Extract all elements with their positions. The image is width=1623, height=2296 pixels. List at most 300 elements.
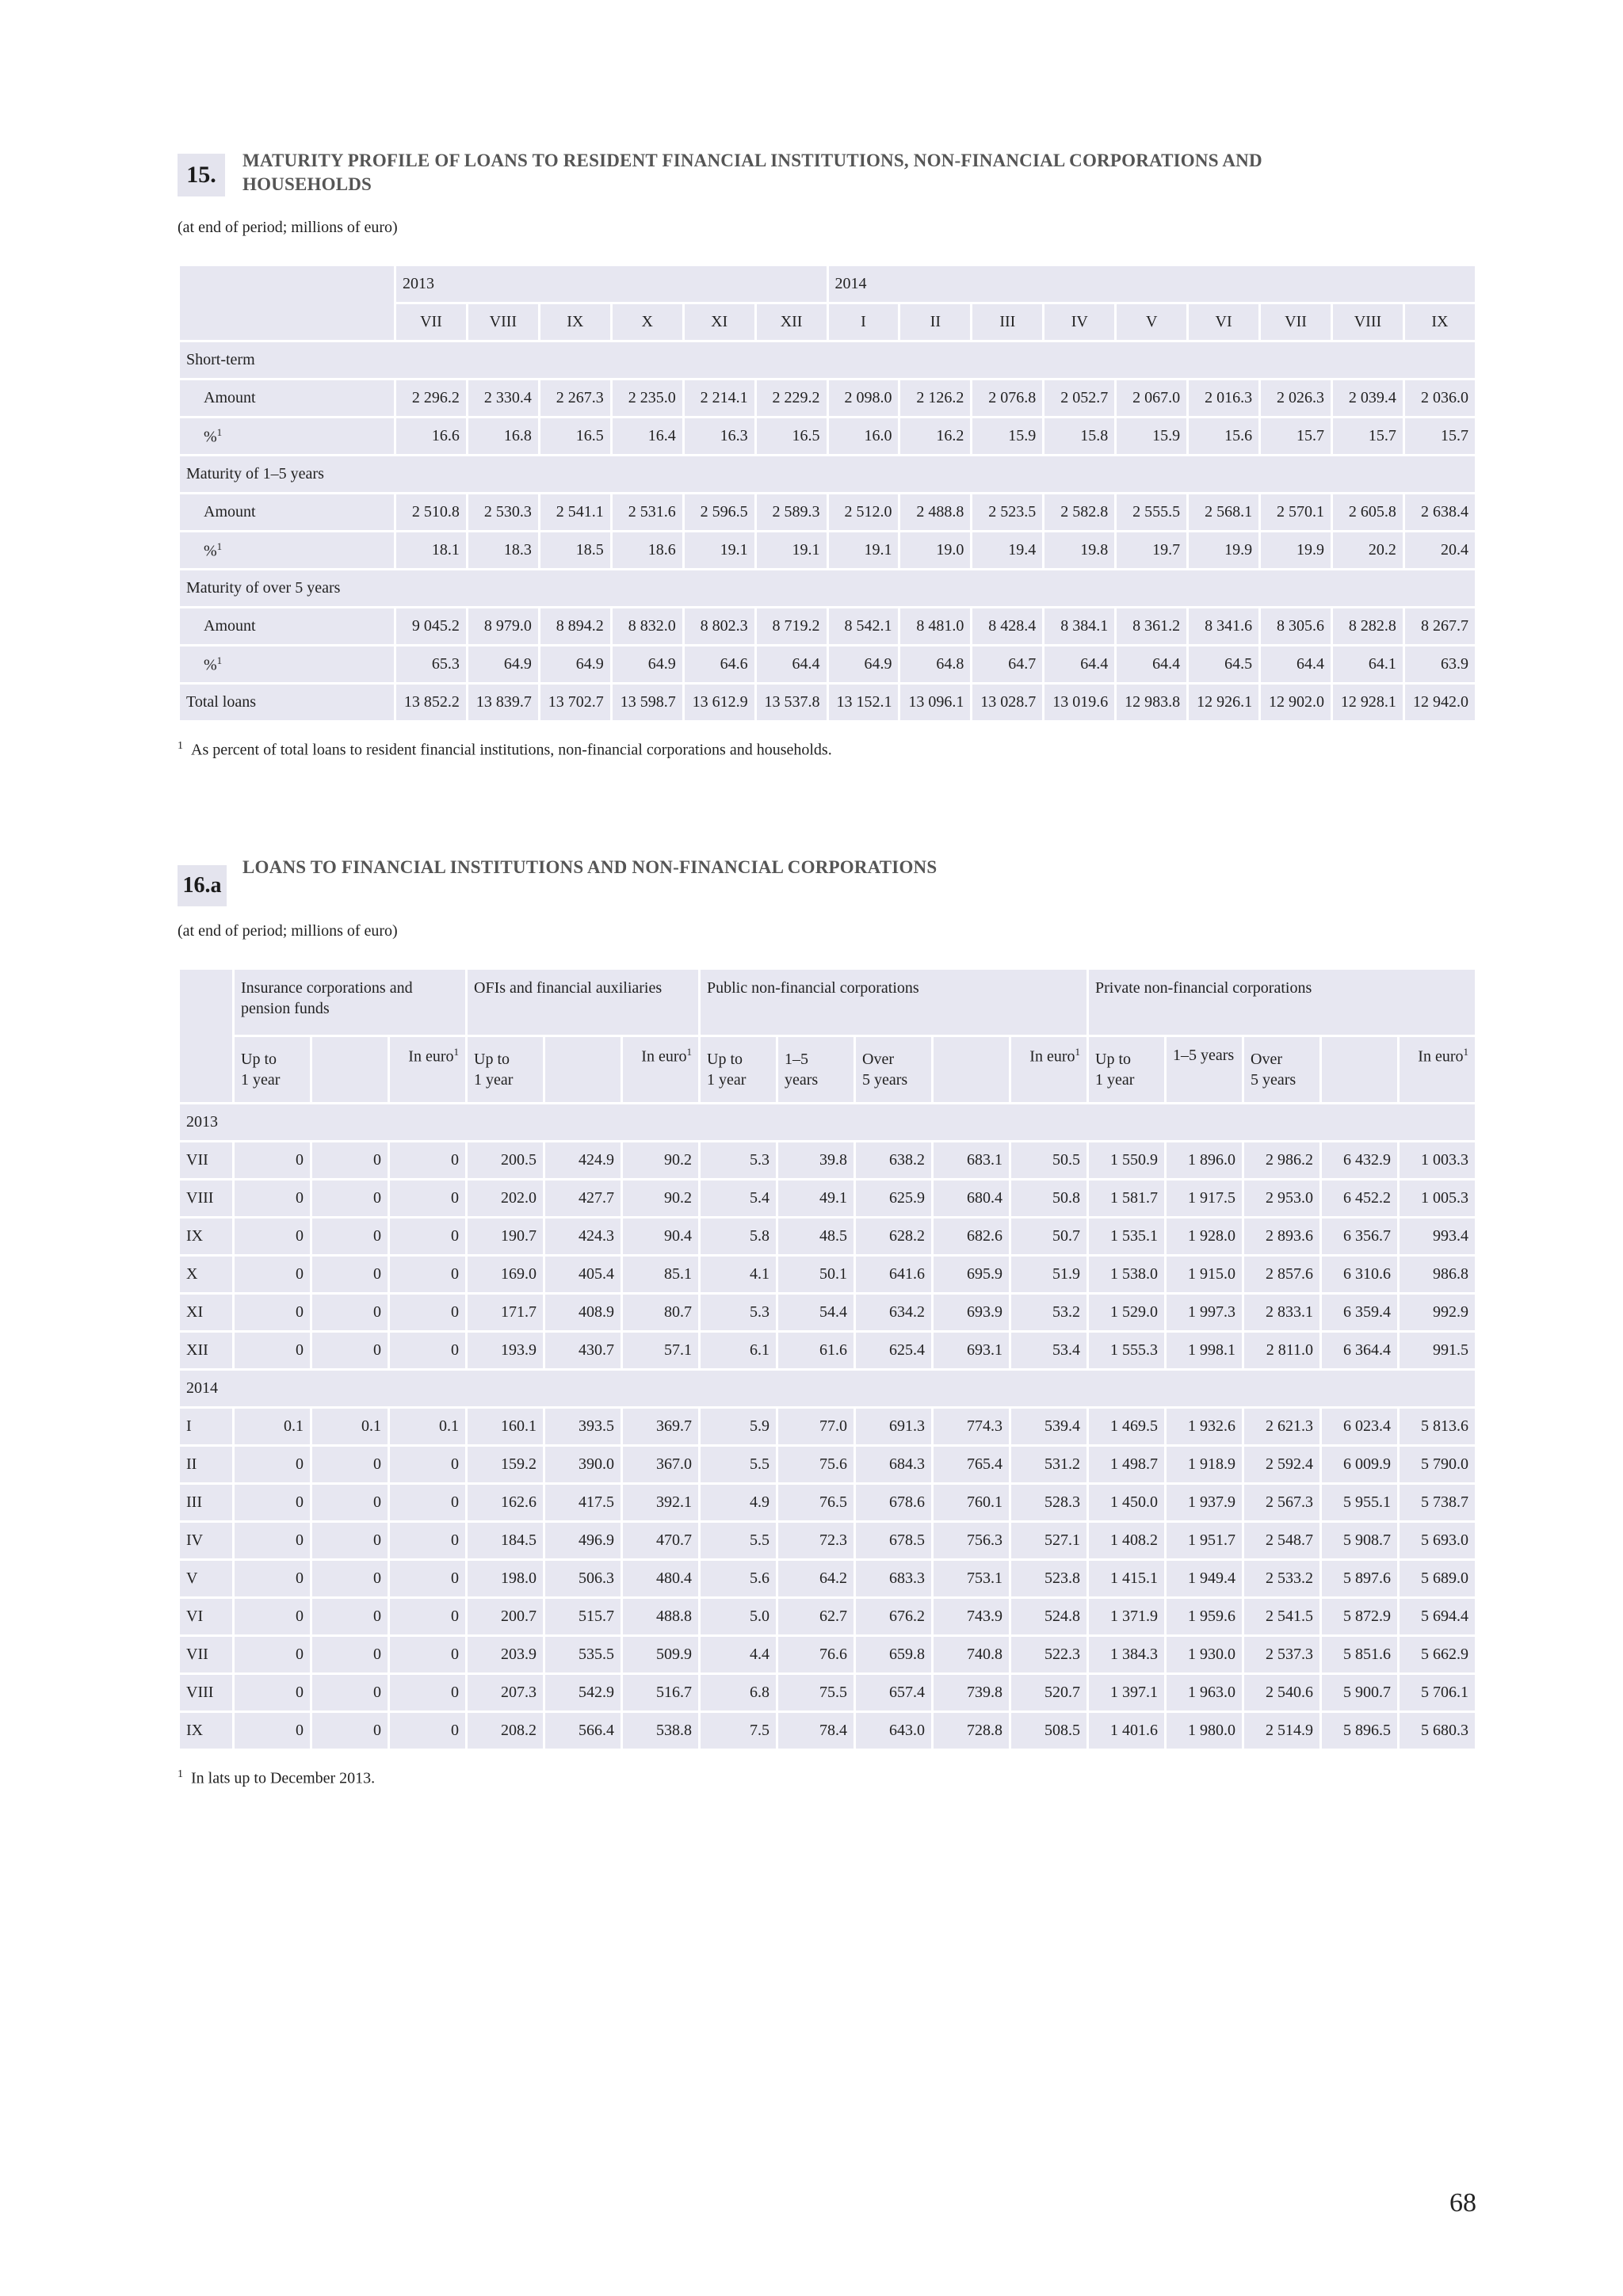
data-cell: 5 908.7 <box>1322 1523 1397 1558</box>
data-cell: 1 408.2 <box>1089 1523 1164 1558</box>
sub-header <box>468 1037 543 1102</box>
data-cell: 0.1 <box>312 1409 388 1444</box>
data-cell: 2 893.6 <box>1244 1219 1319 1254</box>
data-cell: 628.2 <box>856 1219 931 1254</box>
data-cell: 1 003.3 <box>1400 1142 1475 1178</box>
data-cell: 200.5 <box>468 1142 543 1178</box>
data-cell: 1 980.0 <box>1167 1713 1242 1749</box>
data-cell: 0 <box>390 1599 465 1634</box>
row-label: Total loans <box>180 685 394 720</box>
month-label: XII <box>180 1333 232 1368</box>
data-cell: 1 401.6 <box>1089 1713 1164 1749</box>
amount-row <box>180 380 1475 416</box>
data-cell: 13 096.1 <box>900 685 970 720</box>
data-cell: 2 621.3 <box>1244 1409 1319 1444</box>
data-cell: 0 <box>312 1333 388 1368</box>
data-cell: 5 813.6 <box>1400 1409 1475 1444</box>
data-cell: 1 005.3 <box>1400 1180 1475 1216</box>
data-cell: 75.5 <box>778 1675 854 1711</box>
month-label: I <box>180 1409 232 1444</box>
data-cell: 64.1 <box>1333 646 1403 682</box>
data-cell: 7.5 <box>701 1713 776 1749</box>
data-cell: 15.7 <box>1405 418 1475 454</box>
data-cell: 0 <box>312 1447 388 1482</box>
data-cell: 0 <box>235 1333 310 1368</box>
data-cell: 392.1 <box>623 1485 698 1520</box>
data-cell: 0 <box>390 1447 465 1482</box>
data-cell: 2 530.3 <box>468 494 538 530</box>
data-cell: 5 706.1 <box>1400 1675 1475 1711</box>
footnote-ref: 1 <box>216 540 223 552</box>
data-cell: 64.4 <box>1117 646 1186 682</box>
data-cell: 0 <box>235 1219 310 1254</box>
data-cell: 90.2 <box>623 1142 698 1178</box>
month-label: VIII <box>180 1180 232 1216</box>
data-cell: 2 067.0 <box>1117 380 1186 416</box>
table-15-title-line2: HOUSEHOLDS <box>242 174 372 194</box>
data-cell: 19.1 <box>829 532 899 568</box>
data-cell: 5.3 <box>701 1142 776 1178</box>
data-cell: 2 330.4 <box>468 380 538 416</box>
data-cell: 64.9 <box>540 646 610 682</box>
data-cell: 16.4 <box>613 418 682 454</box>
data-cell: 62.7 <box>778 1599 854 1634</box>
data-cell: 0 <box>235 1485 310 1520</box>
data-cell: 0 <box>390 1675 465 1711</box>
data-cell: 417.5 <box>545 1485 621 1520</box>
data-cell: 12 983.8 <box>1117 685 1186 720</box>
amount-row <box>180 494 1475 530</box>
data-cell: 678.5 <box>856 1523 931 1558</box>
data-cell: 992.9 <box>1400 1295 1475 1330</box>
data-cell: 208.2 <box>468 1713 543 1749</box>
data-cell: 13 028.7 <box>972 685 1042 720</box>
data-cell: 2 568.1 <box>1189 494 1258 530</box>
data-cell: 0 <box>390 1561 465 1596</box>
data-cell: 0 <box>390 1219 465 1254</box>
data-cell: 1 371.9 <box>1089 1599 1164 1634</box>
data-cell: 740.8 <box>934 1637 1009 1672</box>
data-cell: 16.0 <box>829 418 899 454</box>
data-cell: 6.1 <box>701 1333 776 1368</box>
month-header: VIII <box>1333 304 1403 340</box>
data-cell: 1 997.3 <box>1167 1295 1242 1330</box>
data-cell: 5.5 <box>701 1523 776 1558</box>
sub-header <box>1011 1037 1086 1102</box>
data-cell: 169.0 <box>468 1257 543 1292</box>
sub-header <box>1089 1037 1164 1102</box>
data-cell: 39.8 <box>778 1142 854 1178</box>
data-cell: 64.4 <box>1044 646 1114 682</box>
data-cell: 5 662.9 <box>1400 1637 1475 1672</box>
data-cell: 2 523.5 <box>972 494 1042 530</box>
percent-row <box>180 646 1475 682</box>
month-label: XI <box>180 1295 232 1330</box>
data-cell: 1 917.5 <box>1167 1180 1242 1216</box>
data-cell: 678.6 <box>856 1485 931 1520</box>
sub-header-line: years <box>785 1071 819 1089</box>
data-cell: 566.4 <box>545 1713 621 1749</box>
group-row <box>180 342 1475 378</box>
data-cell: 2 267.3 <box>540 380 610 416</box>
data-cell: 743.9 <box>934 1599 1009 1634</box>
table-16a-footnote <box>178 1768 1477 1788</box>
data-cell: 0 <box>235 1599 310 1634</box>
data-cell: 1 928.0 <box>1167 1219 1242 1254</box>
data-cell: 0 <box>312 1142 388 1178</box>
data-cell: 0 <box>390 1180 465 1216</box>
sub-header-line: Over <box>862 1051 894 1068</box>
data-cell: 2 214.1 <box>685 380 754 416</box>
data-cell: 728.8 <box>934 1713 1009 1749</box>
data-cell: 1 963.0 <box>1167 1675 1242 1711</box>
year-label: 2013 <box>180 1104 1475 1140</box>
data-cell: 2 567.3 <box>1244 1485 1319 1520</box>
footnote-ref: 1 <box>216 425 223 438</box>
data-cell: 527.1 <box>1011 1523 1086 1558</box>
sub-header-line: 5 years <box>1251 1071 1296 1089</box>
data-cell: 8 542.1 <box>829 608 899 644</box>
data-cell: 19.4 <box>972 532 1042 568</box>
data-cell: 5 680.3 <box>1400 1713 1475 1749</box>
data-cell: 683.1 <box>934 1142 1009 1178</box>
data-cell: 2 596.5 <box>685 494 754 530</box>
data-cell: 515.7 <box>545 1599 621 1634</box>
data-cell: 2 076.8 <box>972 380 1042 416</box>
data-cell: 2 296.2 <box>396 380 466 416</box>
data-cell: 2 833.1 <box>1244 1295 1319 1330</box>
data-cell: 16.5 <box>540 418 610 454</box>
data-cell: 765.4 <box>934 1447 1009 1482</box>
sub-header-line: Over <box>1251 1051 1282 1068</box>
data-cell: 20.2 <box>1333 532 1403 568</box>
data-cell: 756.3 <box>934 1523 1009 1558</box>
table-row <box>180 1447 1475 1482</box>
data-cell: 6 432.9 <box>1322 1142 1397 1178</box>
sub-header: 1–5 years <box>1167 1037 1242 1102</box>
data-cell: 528.3 <box>1011 1485 1086 1520</box>
month-header: III <box>972 304 1042 340</box>
corner-cell <box>180 970 232 1102</box>
data-cell: 0 <box>235 1675 310 1711</box>
data-cell: 12 902.0 <box>1261 685 1331 720</box>
data-cell: 695.9 <box>934 1257 1009 1292</box>
data-cell: 0 <box>312 1523 388 1558</box>
data-cell: 5 689.0 <box>1400 1561 1475 1596</box>
data-cell: 638.2 <box>856 1142 931 1178</box>
data-cell: 538.8 <box>623 1713 698 1749</box>
sub-header-text: In euro <box>1029 1047 1075 1066</box>
table-row <box>180 1637 1475 1672</box>
data-cell: 424.9 <box>545 1142 621 1178</box>
table-16a-section <box>178 856 1477 1788</box>
data-cell: 6 359.4 <box>1322 1295 1397 1330</box>
sub-header-line: Up to <box>707 1051 743 1068</box>
table-row <box>180 1180 1475 1216</box>
data-cell: 53.2 <box>1011 1295 1086 1330</box>
data-cell: 16.3 <box>685 418 754 454</box>
data-cell: 1 581.7 <box>1089 1180 1164 1216</box>
data-cell: 64.2 <box>778 1561 854 1596</box>
data-cell: 1 469.5 <box>1089 1409 1164 1444</box>
data-cell: 520.7 <box>1011 1675 1086 1711</box>
data-cell: 2 582.8 <box>1044 494 1114 530</box>
table-16a-header <box>178 856 1477 903</box>
data-cell: 13 612.9 <box>685 685 754 720</box>
data-cell: 2 537.3 <box>1244 1637 1319 1672</box>
sub-header <box>623 1037 698 1102</box>
data-cell: 5 693.0 <box>1400 1523 1475 1558</box>
data-cell: 1 949.4 <box>1167 1561 1242 1596</box>
sub-header <box>1244 1037 1319 1102</box>
data-cell: 0 <box>235 1295 310 1330</box>
month-label: VII <box>180 1637 232 1672</box>
month-header: XII <box>757 304 827 340</box>
data-cell: 488.8 <box>623 1599 698 1634</box>
group-header: Private non-financial corporations <box>1089 970 1475 1035</box>
table-16a-number: 16.a <box>178 865 227 906</box>
data-cell: 691.3 <box>856 1409 931 1444</box>
data-cell: 0 <box>312 1675 388 1711</box>
data-cell: 75.6 <box>778 1447 854 1482</box>
table-16a-title: LOANS TO FINANCIAL INSTITUTIONS AND NON-FINANCIAL CORPORATIONS <box>242 857 938 877</box>
percent-label: % <box>204 656 217 674</box>
data-cell: 53.4 <box>1011 1333 1086 1368</box>
data-cell: 48.5 <box>778 1219 854 1254</box>
data-cell: 15.7 <box>1261 418 1331 454</box>
data-cell: 1 959.6 <box>1167 1599 1242 1634</box>
table-row <box>180 1333 1475 1368</box>
data-cell: 19.9 <box>1261 532 1331 568</box>
page-number: 68 <box>1449 2188 1476 2218</box>
data-cell: 427.7 <box>545 1180 621 1216</box>
data-cell: 8 384.1 <box>1044 608 1114 644</box>
data-cell: 76.5 <box>778 1485 854 1520</box>
data-cell: 13 598.7 <box>613 685 682 720</box>
data-cell: 522.3 <box>1011 1637 1086 1672</box>
data-cell: 0 <box>390 1713 465 1749</box>
data-cell: 408.9 <box>545 1295 621 1330</box>
data-cell: 13 537.8 <box>757 685 827 720</box>
row-label <box>180 418 394 454</box>
row-label <box>180 532 394 568</box>
data-cell: 2 857.6 <box>1244 1257 1319 1292</box>
data-cell: 5.8 <box>701 1219 776 1254</box>
data-cell: 2 512.0 <box>829 494 899 530</box>
table-row <box>180 1409 1475 1444</box>
data-cell: 16.5 <box>757 418 827 454</box>
sub-header-line: 5 years <box>862 1071 908 1089</box>
table-15 <box>178 264 1477 723</box>
data-cell: 0 <box>390 1523 465 1558</box>
data-cell: 1 937.9 <box>1167 1485 1242 1520</box>
data-cell: 19.8 <box>1044 532 1114 568</box>
data-cell: 0 <box>312 1561 388 1596</box>
data-cell: 1 550.9 <box>1089 1142 1164 1178</box>
data-cell: 18.3 <box>468 532 538 568</box>
data-cell: 184.5 <box>468 1523 543 1558</box>
table-row <box>180 1257 1475 1292</box>
data-cell: 16.8 <box>468 418 538 454</box>
data-cell: 2 555.5 <box>1117 494 1186 530</box>
data-cell: 64.9 <box>468 646 538 682</box>
sub-header <box>1400 1037 1475 1102</box>
data-cell: 5.5 <box>701 1447 776 1482</box>
data-cell: 1 998.1 <box>1167 1333 1242 1368</box>
data-cell: 202.0 <box>468 1180 543 1216</box>
footnote-marker: 1 <box>178 1768 183 1780</box>
group-label: Maturity of over 5 years <box>180 570 1475 606</box>
data-cell: 5 872.9 <box>1322 1599 1397 1634</box>
data-cell: 2 229.2 <box>757 380 827 416</box>
sub-header <box>390 1037 465 1102</box>
data-cell: 542.9 <box>545 1675 621 1711</box>
data-cell: 1 915.0 <box>1167 1257 1242 1292</box>
year-label: 2014 <box>180 1371 1475 1406</box>
data-cell: 72.3 <box>778 1523 854 1558</box>
group-header: Insurance corporations and pension funds <box>235 970 465 1035</box>
data-cell: 50.5 <box>1011 1142 1086 1178</box>
data-cell: 753.1 <box>934 1561 1009 1596</box>
data-cell: 516.7 <box>623 1675 698 1711</box>
data-cell: 470.7 <box>623 1523 698 1558</box>
data-cell: 0 <box>235 1713 310 1749</box>
data-cell: 0 <box>390 1142 465 1178</box>
group-row <box>180 456 1475 492</box>
sub-header-line: 1 year <box>707 1071 747 1089</box>
data-cell: 8 267.7 <box>1405 608 1475 644</box>
data-cell: 77.0 <box>778 1409 854 1444</box>
month-label: VI <box>180 1599 232 1634</box>
table-16a <box>178 967 1477 1751</box>
data-cell: 2 592.4 <box>1244 1447 1319 1482</box>
data-cell: 1 529.0 <box>1089 1295 1164 1330</box>
data-cell: 76.6 <box>778 1637 854 1672</box>
data-cell: 15.8 <box>1044 418 1114 454</box>
data-cell: 0 <box>390 1333 465 1368</box>
sub-header <box>701 1037 776 1102</box>
sub-header-text: In euro <box>641 1047 687 1066</box>
sub-header-empty <box>934 1037 1009 1102</box>
corner-cell <box>180 266 394 340</box>
data-cell: 12 926.1 <box>1189 685 1258 720</box>
data-cell: 15.9 <box>972 418 1042 454</box>
data-cell: 760.1 <box>934 1485 1009 1520</box>
table-row <box>180 1219 1475 1254</box>
data-cell: 5.0 <box>701 1599 776 1634</box>
data-cell: 90.4 <box>623 1219 698 1254</box>
data-cell: 207.3 <box>468 1675 543 1711</box>
data-cell: 57.1 <box>623 1333 698 1368</box>
data-cell: 676.2 <box>856 1599 931 1634</box>
data-cell: 2 541.1 <box>540 494 610 530</box>
data-cell: 539.4 <box>1011 1409 1086 1444</box>
sub-header <box>856 1037 931 1102</box>
data-cell: 430.7 <box>545 1333 621 1368</box>
data-cell: 2 036.0 <box>1405 380 1475 416</box>
month-label: X <box>180 1257 232 1292</box>
data-cell: 1 896.0 <box>1167 1142 1242 1178</box>
data-cell: 2 570.1 <box>1261 494 1331 530</box>
data-cell: 682.6 <box>934 1219 1009 1254</box>
data-cell: 5.3 <box>701 1295 776 1330</box>
data-cell: 16.2 <box>900 418 970 454</box>
data-cell: 390.0 <box>545 1447 621 1482</box>
data-cell: 19.9 <box>1189 532 1258 568</box>
data-cell: 5.9 <box>701 1409 776 1444</box>
data-cell: 49.1 <box>778 1180 854 1216</box>
percent-row <box>180 418 1475 454</box>
data-cell: 54.4 <box>778 1295 854 1330</box>
group-header: Public non-financial corporations <box>701 970 1086 1035</box>
data-cell: 190.7 <box>468 1219 543 1254</box>
data-cell: 20.4 <box>1405 532 1475 568</box>
amount-row <box>180 608 1475 644</box>
data-cell: 506.3 <box>545 1561 621 1596</box>
data-cell: 15.9 <box>1117 418 1186 454</box>
month-header: VII <box>396 304 466 340</box>
sub-header-empty <box>312 1037 388 1102</box>
sub-header <box>778 1037 854 1102</box>
group-label: Short-term <box>180 342 1475 378</box>
footnote-marker: 1 <box>178 740 183 752</box>
data-cell: 90.2 <box>623 1180 698 1216</box>
data-cell: 2 488.8 <box>900 494 970 530</box>
month-label: VIII <box>180 1675 232 1711</box>
data-cell: 6.8 <box>701 1675 776 1711</box>
year-header: 2013 <box>396 266 827 302</box>
data-cell: 2 589.3 <box>757 494 827 530</box>
data-cell: 0 <box>312 1599 388 1634</box>
table-15-title <box>242 149 1262 196</box>
footnote-ref: 1 <box>686 1046 692 1058</box>
data-cell: 535.5 <box>545 1637 621 1672</box>
sub-header-line: Up to <box>241 1051 277 1068</box>
month-label: III <box>180 1485 232 1520</box>
data-cell: 5 851.6 <box>1322 1637 1397 1672</box>
data-cell: 6 452.2 <box>1322 1180 1397 1216</box>
data-cell: 5 790.0 <box>1400 1447 1475 1482</box>
data-cell: 1 951.7 <box>1167 1523 1242 1558</box>
data-cell: 0 <box>235 1637 310 1672</box>
data-cell: 8 361.2 <box>1117 608 1186 644</box>
data-cell: 8 305.6 <box>1261 608 1331 644</box>
data-cell: 50.1 <box>778 1257 854 1292</box>
data-cell: 5 955.1 <box>1322 1485 1397 1520</box>
data-cell: 1 450.0 <box>1089 1485 1164 1520</box>
data-cell: 13 852.2 <box>396 685 466 720</box>
data-cell: 8 282.8 <box>1333 608 1403 644</box>
data-cell: 739.8 <box>934 1675 1009 1711</box>
data-cell: 0 <box>390 1295 465 1330</box>
data-cell: 634.2 <box>856 1295 931 1330</box>
data-cell: 2 026.3 <box>1261 380 1331 416</box>
table-15-number: 15. <box>178 154 225 196</box>
group-row <box>180 570 1475 606</box>
data-cell: 18.5 <box>540 532 610 568</box>
year-row <box>180 266 1475 302</box>
table-15-section <box>178 151 1477 760</box>
data-cell: 1 415.1 <box>1089 1561 1164 1596</box>
data-cell: 0 <box>312 1485 388 1520</box>
month-header: II <box>900 304 970 340</box>
group-header-row <box>180 970 1475 1035</box>
data-cell: 6 023.4 <box>1322 1409 1397 1444</box>
table-16a-units: (at end of period; millions of euro) <box>178 922 398 940</box>
data-cell: 162.6 <box>468 1485 543 1520</box>
footnote-ref: 1 <box>1075 1046 1080 1058</box>
data-cell: 0 <box>312 1257 388 1292</box>
